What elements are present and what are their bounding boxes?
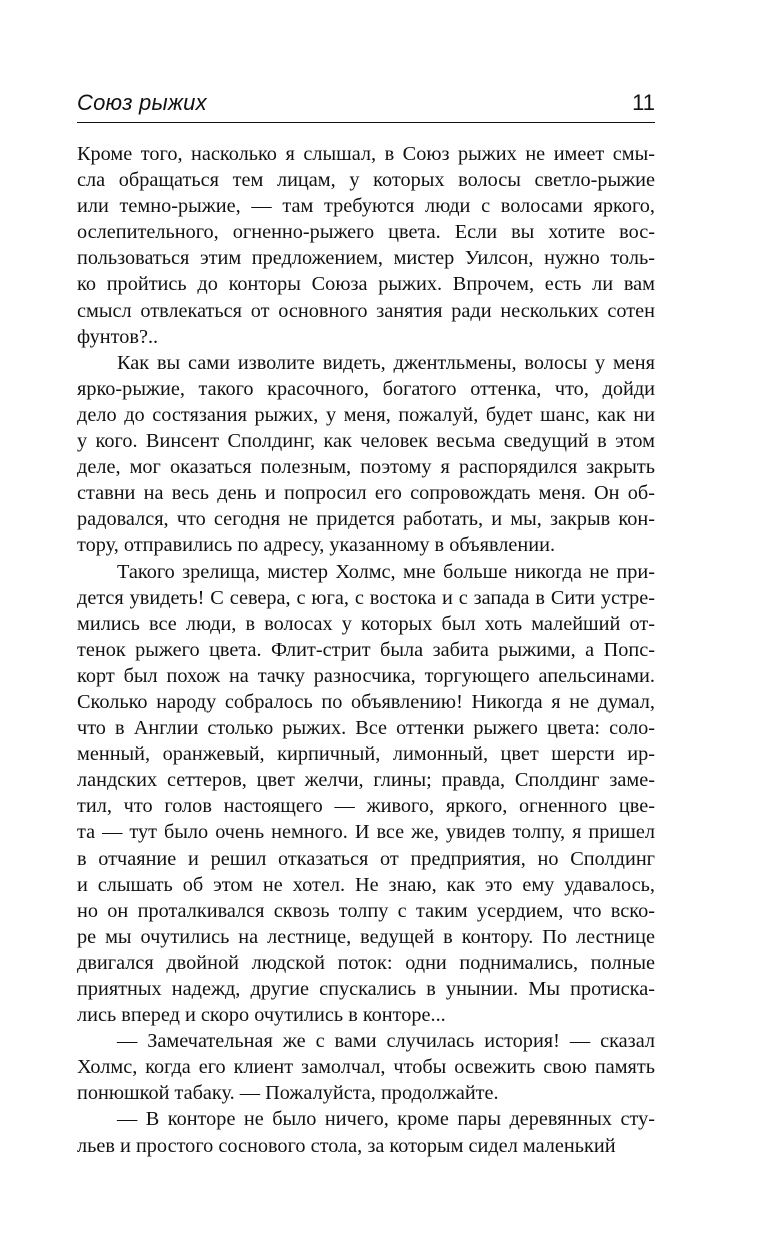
text-line: мились все люди, в волосах у которых был хоть малейший от- [77, 612, 655, 635]
text-line: Как вы сами изволите видеть, джентльмены, волосы у меня [117, 351, 655, 374]
text-line: тору, отправились по адресу, указанному в объявлении. [77, 534, 556, 557]
text-line: или темно-рыжие, — там требуются люди с волосами яркого, [77, 195, 655, 218]
text-line: ослепительного, огненно-рыжего цвета. Если вы хотите вос- [77, 221, 655, 244]
text-line: двигался двойной людской поток: одни поднимались, полные [77, 951, 655, 974]
text-line: понюшкой табаку. — Пожалуйста, продолжайте. [77, 1082, 499, 1105]
text-line: льев и простого соснового стола, за которым сидел маленький [77, 1134, 616, 1157]
paragraph [77, 559, 655, 1029]
text-line: ко пройтись до конторы Союза рыжих. Впрочем, есть ли вам [77, 273, 655, 296]
text-line: ре мы очутились на лестнице, ведущей в контору. По лестнице [77, 925, 655, 948]
text-line: тенок рыжего цвета. Флит-стрит была забита рыжими, а Попс- [77, 638, 655, 661]
text-line: и слышать об этом не хотел. Не знаю, как это ему удавалось, [77, 873, 655, 896]
text-line: Сколько народу собралось по объявлению! Никогда я не думал, [77, 690, 655, 713]
paragraph [77, 1028, 655, 1106]
text-line: дело до состязания рыжих, у меня, пожалуй, будет шанс, как ни [77, 403, 655, 426]
page-number: 11 [632, 90, 655, 115]
text-line: Такого зрелища, мистер Холмс, мне больше никогда не при- [117, 560, 655, 583]
text-line: смысл отвлекаться от основного занятия ради нескольких сотен [77, 299, 655, 322]
paragraph [77, 141, 655, 350]
paragraph [77, 350, 655, 559]
text-line: та — тут было очень немного. И все же, увидев толпу, я пришел [77, 821, 655, 844]
text-line: дется увидеть! С севера, с юга, с востока и с запада в Сити устре- [77, 586, 655, 609]
text-line: пользоваться этим предложением, мистер Уилсон, нужно толь- [77, 247, 655, 270]
text-line: менный, оранжевый, кирпичный, лимонный, цвет шерсти ир- [77, 743, 655, 766]
text-line: фунтов?.. [77, 325, 159, 348]
text-line: у кого. Винсент Сполдинг, как человек весьма сведущий в этом [77, 430, 655, 453]
text-line: ярко-рыжие, такого красочного, богатого оттенка, что, дойди [77, 377, 655, 400]
text-line: — В конторе не было ничего, кроме пары деревянных сту- [117, 1108, 655, 1131]
text-line: ландских сеттеров, цвет желчи, глины; правда, Сполдинг заме- [77, 769, 655, 792]
text-line: — Замечательная же с вами случилась история! — сказал [117, 1030, 655, 1053]
body-text [77, 141, 655, 1159]
text-line: Кроме того, насколько я слышал, в Союз рыжих не имеет смы- [77, 143, 655, 165]
text-line: сла обращаться тем лицам, у которых волосы светло-рыжие [77, 169, 655, 192]
text-line: тил, что голов настоящего — живого, яркого, огненного цве- [77, 795, 655, 818]
text-line: корт был похож на тачку разносчика, торгующего апельсинами. [77, 664, 655, 687]
text-line: в отчаяние и решил отказаться от предприятия, но Сполдинг [77, 847, 655, 870]
text-line: но он проталкивался сквозь толпу с таким усердием, что вско- [77, 899, 655, 922]
text-line: лись вперед и скоро очутились в конторе... [77, 1004, 446, 1027]
text-line: приятных надежд, другие спускались в унынии. Мы протиска- [77, 978, 655, 1000]
running-header [77, 84, 655, 123]
text-line: что в Англии столько рыжих. Все оттенки рыжего цвета: соло- [77, 717, 655, 740]
text-line: ставни на весь день и попросил его сопровождать меня. Он об- [77, 482, 655, 505]
text-line: Холмс, когда его клиент замолчал, чтобы освежить свою память [77, 1056, 655, 1079]
text-line: деле, мог оказаться полезным, поэтому я распорядился закрыть [77, 456, 655, 479]
book-title: Союз рыжих [77, 90, 207, 115]
paragraph [77, 1106, 655, 1158]
text-line: радовался, что сегодня не придется работать, и мы, закрыв кон- [77, 508, 655, 531]
